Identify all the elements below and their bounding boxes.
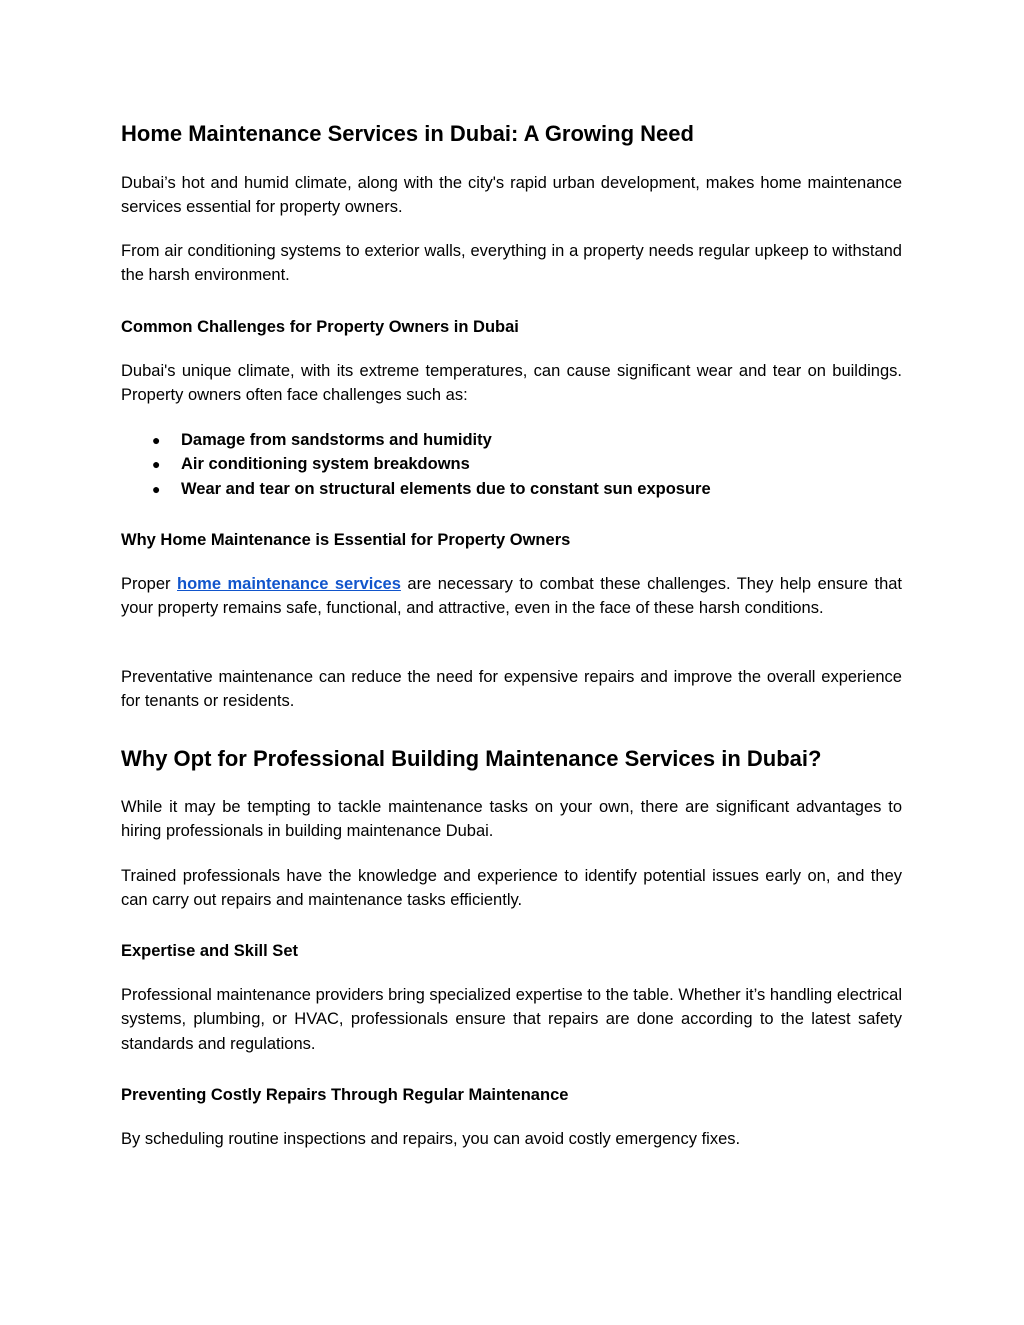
intro-paragraph-1: Dubai’s hot and humid climate, along with the city's rapid urban development, makes home maintenance services essential for property owners. (121, 174, 902, 217)
professional-paragraph-2: Trained professionals have the knowledge and experience to identify potential issues early on, and they can carry out repairs and maintenance tasks efficiently. (121, 867, 902, 910)
section-heading-expertise: Expertise and Skill Set (121, 942, 298, 960)
essential-paragraph-1 (121, 572, 902, 621)
bullet-icon: ● (152, 480, 161, 497)
section-heading-essential: Why Home Maintenance is Essential for Property Owners (121, 531, 571, 549)
essential-text-before-link: Proper (121, 575, 178, 593)
bullet-icon: ● (152, 456, 161, 473)
list-item (121, 477, 902, 501)
list-item-text: Wear and tear on structural elements due to constant sun exposure (181, 479, 711, 498)
section-heading-preventing: Preventing Costly Repairs Through Regular Maintenance (121, 1086, 569, 1104)
list-item-text: Air conditioning system breakdowns (181, 455, 470, 474)
challenges-list (121, 428, 902, 501)
home-maintenance-services-link[interactable]: home maintenance services (177, 575, 401, 593)
expertise-paragraph: Professional maintenance providers bring specialized expertise to the table. Whether it’s handling electrical systems, plumbing, or HVAC, professionals ensure that repairs are done according to the latest safety standards and regulations. (121, 986, 902, 1053)
list-item (121, 428, 902, 452)
list-item (121, 452, 902, 476)
essential-text-after-link: are necessary to combat these challenges. They help ensure that your property remains safe, functional, and attractive, even in the face of these harsh conditions. (121, 575, 903, 618)
section-title-professional: Why Opt for Professional Building Maintenance Services in Dubai? (121, 746, 822, 771)
preventing-paragraph: By scheduling routine inspections and repairs, you can avoid costly emergency fixes. (121, 1130, 741, 1148)
list-item-text: Damage from sandstorms and humidity (181, 431, 492, 449)
bullet-icon: ● (152, 432, 161, 448)
page-title: Home Maintenance Services in Dubai: A Growing Need (121, 121, 694, 146)
challenges-paragraph: Dubai's unique climate, with its extreme temperatures, can cause significant wear and tear on buildings. Property owners often face challenges such as: (121, 362, 902, 405)
section-heading-challenges: Common Challenges for Property Owners in Dubai (121, 318, 519, 336)
professional-paragraph-1: While it may be tempting to tackle maintenance tasks on your own, there are significant advantages to hiring professionals in building maintenance Dubai. (121, 798, 902, 841)
essential-paragraph-2: Preventative maintenance can reduce the need for expensive repairs and improve the overall experience for tenants or residents. (121, 668, 902, 711)
intro-paragraph-2: From air conditioning systems to exterior walls, everything in a property needs regular upkeep to withstand the harsh environment. (121, 242, 902, 285)
